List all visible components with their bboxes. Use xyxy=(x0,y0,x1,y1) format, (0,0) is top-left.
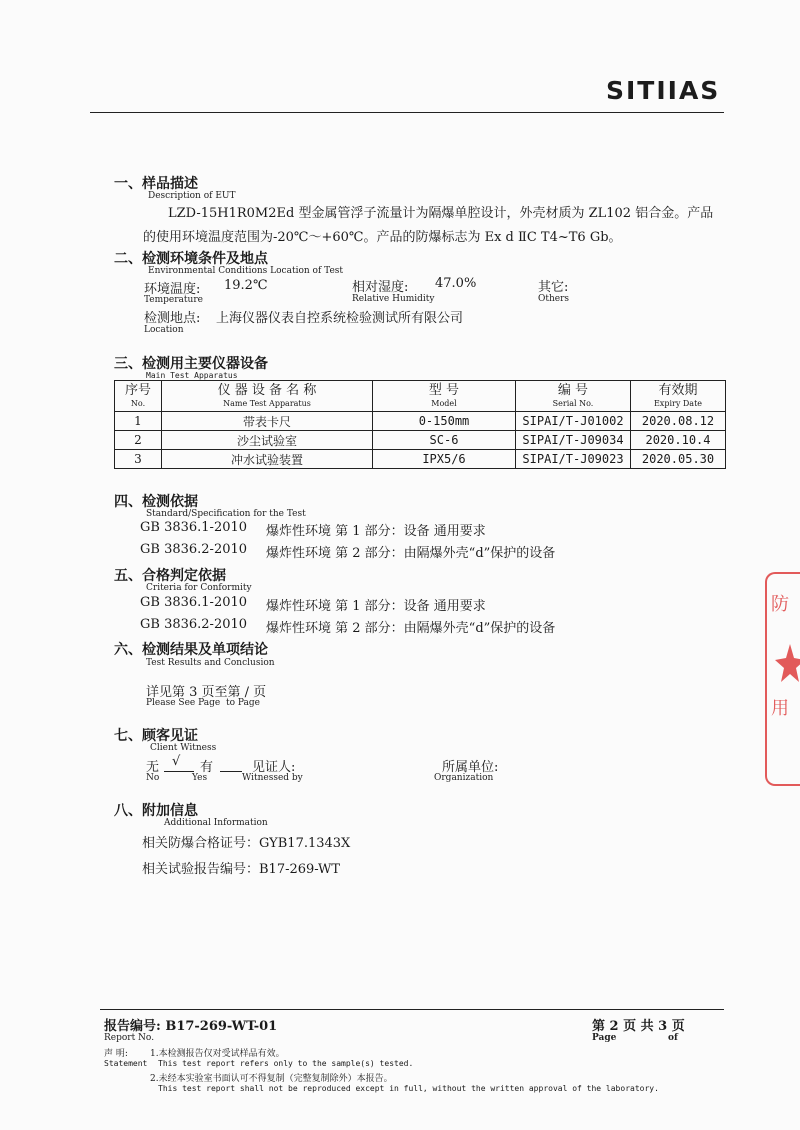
page-count: 第 2 页 共 3 页 xyxy=(592,1019,685,1034)
section-2-title: 二、检测环境条件及地点 xyxy=(114,251,268,267)
of-en: of xyxy=(668,1033,678,1043)
others-en: Others xyxy=(538,294,570,304)
official-seal-stamp xyxy=(765,572,800,786)
section-5-title-en: Criteria for Conformity xyxy=(146,583,252,593)
statement-en: Statement xyxy=(104,1059,148,1068)
witness-no-en: No xyxy=(146,773,160,783)
cell-model: IPX5/6 xyxy=(373,450,516,469)
criteria-code: GB 3836.2-2010 xyxy=(140,617,248,632)
witness-check-mark: √ xyxy=(172,754,181,769)
section-3-title: 三、检测用主要仪器设备 xyxy=(114,356,268,372)
location-label: 检测地点: xyxy=(144,311,201,326)
header-expiry: 有效期 Expiry Date xyxy=(631,381,726,412)
report-number-en: Report No. xyxy=(104,1033,155,1043)
header-rule xyxy=(90,112,724,113)
cell-name: 带表卡尺 xyxy=(162,412,373,431)
witness-yes-en: Yes xyxy=(192,773,208,783)
section-6-title: 六、检测结果及单项结论 xyxy=(114,642,268,658)
organization-label: 所属单位: xyxy=(442,760,499,775)
page-en: Page xyxy=(592,1033,617,1043)
no-blank-line xyxy=(164,771,194,772)
yes-blank-line xyxy=(220,771,242,772)
section-2-title-en: Environmental Conditions Location of Test xyxy=(148,266,344,276)
footer-rule xyxy=(100,1009,724,1010)
company-logo: SITIIAS xyxy=(606,76,721,105)
cell-name: 冲水试验装置 xyxy=(162,450,373,469)
cell-expiry: 2020.10.4 xyxy=(631,431,726,450)
witness-no-label: 无 xyxy=(146,760,160,775)
stamp-char-2: 用 xyxy=(771,698,789,719)
witnessed-by-label: 见证人: xyxy=(252,760,296,775)
table-header-row xyxy=(115,381,726,412)
header-name: 仪 器 设 备 名 称 Name Test Apparatus xyxy=(162,381,373,412)
statement-2-en: This test report shall not be reproduced except in full, without the written approval of the laboratory. xyxy=(158,1084,659,1093)
cell-expiry: 2020.08.12 xyxy=(631,412,726,431)
section-8-title-en: Additional Information xyxy=(164,818,268,828)
table-row xyxy=(115,431,726,450)
standard-desc: 爆炸性环境 第 1 部分：设备 通用要求 xyxy=(266,524,486,539)
section-1-title: 一、样品描述 xyxy=(114,176,198,192)
criteria-desc: 爆炸性环境 第 1 部分：设备 通用要求 xyxy=(266,599,486,614)
standard-code: GB 3836.2-2010 xyxy=(140,542,248,557)
temperature-value: 19.2℃ xyxy=(224,278,268,293)
report-number: 报告编号: B17-269-WT-01 xyxy=(104,1019,278,1034)
witness-yes-label: 有 xyxy=(200,760,214,775)
temperature-en: Temperature xyxy=(144,295,203,305)
header-model: 型 号 Model xyxy=(373,381,516,412)
header-serial: 编 号 Serial No. xyxy=(516,381,631,412)
cell-no: 3 xyxy=(115,450,162,469)
cell-serial: SIPAI/T-J09034 xyxy=(516,431,631,450)
table-row xyxy=(115,412,726,431)
section-7-title-en: Client Witness xyxy=(150,743,217,753)
related-cert-number: 相关防爆合格证号：GYB17.1343X xyxy=(142,836,351,851)
results-page-ref: 详见第 3 页至第 / 页 xyxy=(146,685,267,700)
results-page-ref-en2: to Page xyxy=(226,698,261,708)
eut-description-line2: 的使用环境温度范围为-20℃～+60℃。产品的防爆标志为 Ex d ⅡC T4~T6 Gb。 xyxy=(143,230,622,245)
cell-serial: SIPAI/T-J01002 xyxy=(516,412,631,431)
cell-model: SC-6 xyxy=(373,431,516,450)
section-5-title: 五、合格判定依据 xyxy=(114,568,226,584)
cell-expiry: 2020.05.30 xyxy=(631,450,726,469)
results-page-ref-en1: Please See Page xyxy=(146,698,221,708)
criteria-desc: 爆炸性环境 第 2 部分：由隔爆外壳“d”保护的设备 xyxy=(266,621,556,636)
location-value: 上海仪器仪表自控系统检验测试所有限公司 xyxy=(216,311,464,326)
stamp-star-icon xyxy=(775,644,800,684)
standard-desc: 爆炸性环境 第 2 部分：由隔爆外壳“d”保护的设备 xyxy=(266,546,556,561)
related-report-number: 相关试验报告编号：B17-269-WT xyxy=(142,862,341,877)
cell-no: 1 xyxy=(115,412,162,431)
criteria-code: GB 3836.1-2010 xyxy=(140,595,248,610)
temperature-label: 环境温度: xyxy=(144,282,201,297)
humidity-value: 47.0% xyxy=(435,276,477,291)
section-3-title-en: Main Test Apparatus xyxy=(146,371,238,380)
organization-en: Organization xyxy=(434,773,494,783)
statement-2: 2.未经本实验室书面认可不得复制（完整复制除外）本报告。 xyxy=(150,1074,393,1084)
cell-serial: SIPAI/T-J09023 xyxy=(516,450,631,469)
cell-no: 2 xyxy=(115,431,162,450)
table-row xyxy=(115,450,726,469)
witnessed-by-en: Witnessed by xyxy=(242,773,303,783)
section-6-title-en: Test Results and Conclusion xyxy=(146,658,275,668)
section-7-title: 七、顾客见证 xyxy=(114,728,198,744)
stamp-char-1: 防 xyxy=(771,594,789,615)
section-1-title-en: Description of EUT xyxy=(148,191,236,201)
statement-1: 1.本检测报告仅对受试样品有效。 xyxy=(150,1049,285,1059)
cell-name: 沙尘试验室 xyxy=(162,431,373,450)
others-label: 其它: xyxy=(538,280,569,295)
location-en: Location xyxy=(144,325,184,335)
standard-code: GB 3836.1-2010 xyxy=(140,520,248,535)
humidity-label: 相对湿度: xyxy=(352,280,409,295)
cell-model: 0-150mm xyxy=(373,412,516,431)
section-4-title: 四、检测依据 xyxy=(114,494,198,510)
header-no: 序号 No. xyxy=(115,381,162,412)
apparatus-table xyxy=(114,380,726,469)
section-4-title-en: Standard/Specification for the Test xyxy=(146,509,306,519)
eut-description-line1: LZD-15H1R0M2Ed 型金属管浮子流量计为隔爆单腔设计，外壳材质为 ZL102 铝合金。产品 xyxy=(168,206,714,221)
humidity-en: Relative Humidity xyxy=(352,294,435,304)
statement-label: 声 明: xyxy=(104,1049,128,1059)
statement-1-en: This test report refers only to the sample(s) tested. xyxy=(158,1059,414,1068)
section-8-title: 八、附加信息 xyxy=(114,803,198,819)
